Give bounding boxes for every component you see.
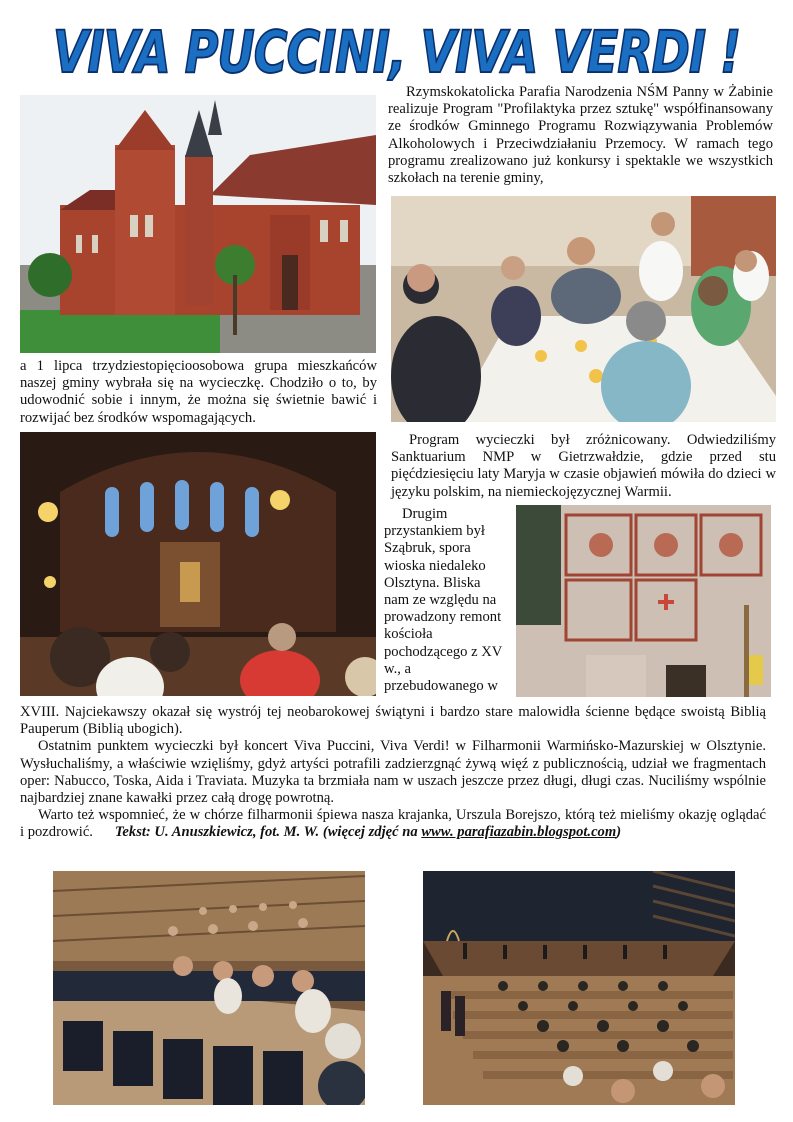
szabruk-paragraph bbox=[384, 506, 506, 695]
szabruk-text-end: XVIII. Najciekawszy okazał się wystrój tej neobarokowej świątyni i bardzo stare malowidła ścienne będące swoistą Biblią Pauperum (Biblią ubogich). bbox=[20, 704, 766, 738]
blog-link[interactable]: www. parafiazabin.blogspot.com bbox=[421, 824, 617, 841]
intro-continued-text: a 1 lipca trzydziestopięcioosobowa grupa mieszkańców naszej gminy wybrała się na wycieczkę. Chodziło o to, by udowodnić sobie i innym, że można się świetnie bawić i rozwijać bez środków wspomagających. bbox=[20, 358, 377, 426]
intro-paragraph bbox=[388, 84, 773, 187]
itinerary-text: Program wycieczki był zróżnicowany. Odwiedziliśmy Sanktuarium NMP w Gietrzwałdzie, gdzie przed stu pięćdziesięciu laty Maryja w czasie objawień mówiła do dzieci w języku polskim, na niemieckojęzycznej Warmii. bbox=[391, 432, 776, 500]
audience-seats-photo bbox=[53, 871, 365, 1105]
dinner-table-photo bbox=[391, 196, 776, 422]
credit-text: Tekst: U. Anuszkiewicz, fot. M. W. (więcej zdjęć na bbox=[114, 824, 422, 841]
szabruk-text: Drugim przystankiem był Sząbruk, spora wioska niedaleko Olsztyna. Bliska nam ze względu na prowadzony remont kościoła pochodzącego z XV w., a przebudowanego w bbox=[384, 506, 503, 695]
body-paragraphs bbox=[20, 704, 766, 842]
concert-hall-photo bbox=[423, 871, 735, 1105]
page-title: VIVA PUCCINI, VIVA VERDI ! bbox=[52, 18, 741, 86]
choir-text: Warto też wspomnieć, że w chórze filharmonii śpiewa nasza krajanka, Urszula Borejszo, którą też mieliśmy okazję oglądać i pozdrowić. bbox=[20, 807, 766, 841]
church-exterior-photo bbox=[20, 95, 376, 353]
intro-text: Rzymskokatolicka Parafia Narodzenia NŚM Panny w Żabinie realizuje Program "Profilaktyka przez sztukę" współfinansowany ze środków Gminnego Programu Rozwiązywania Problemów Alkoholowych i Przeciwdziałaniu Przemocy. W ramach tego programu zrealizowano już konkursy i spektakle we wszystkich szkołach na terenie gminy, bbox=[388, 84, 773, 187]
concert-text: Ostatnim punktem wycieczki był koncert Viva Puccini, Viva Verdi! w Filharmonii Warmińsko-Mazurskiej w Olsztynie. Wysłuchaliśmy, a właściwie wzięliśmy, gdyż artyści potrafili zadzierzgnąć żywą więź z publicznością, udział we fragmentach oper: Nabucco, Toska, Aida i Traviata. Muzyka ta brzmiała nam w uszach jeszcze przez długi, długi czas. Nuciliśmy wspólnie najbardziej znane kawałki przez całą drogę powrotną. bbox=[20, 738, 766, 807]
wall-paintings-photo bbox=[516, 505, 771, 697]
itinerary-paragraph bbox=[391, 432, 776, 501]
intro-continued bbox=[20, 358, 377, 427]
church-interior-photo bbox=[20, 432, 376, 696]
photo-credit bbox=[115, 824, 621, 840]
credit-close: ) bbox=[616, 824, 622, 841]
